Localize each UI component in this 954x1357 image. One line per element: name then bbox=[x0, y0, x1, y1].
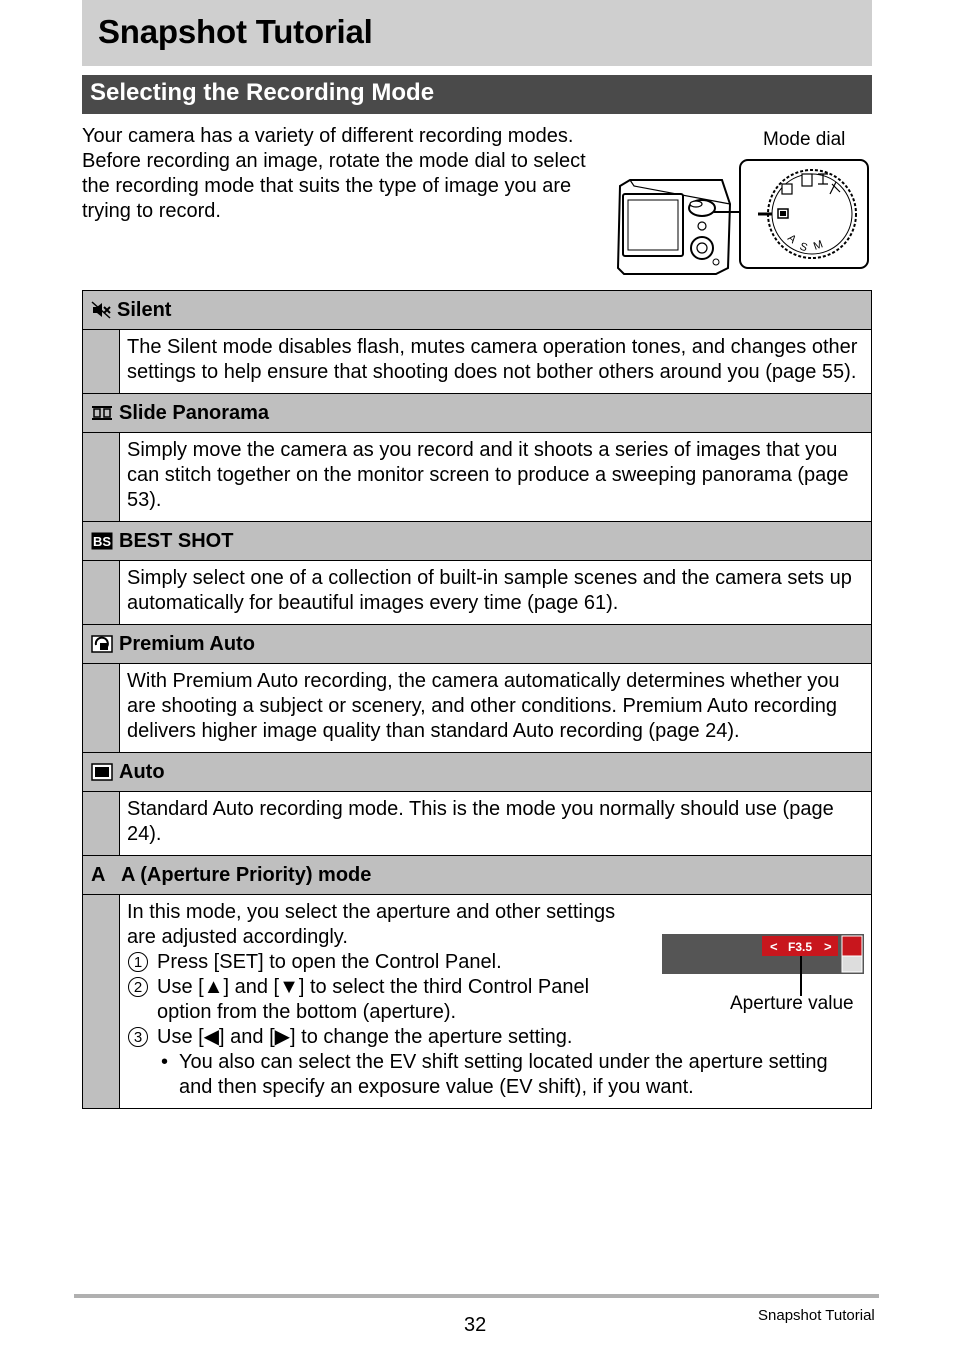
mode-title: BEST SHOT bbox=[119, 529, 234, 552]
page-title-bar bbox=[82, 0, 872, 66]
mode-dial-label: Mode dial bbox=[763, 129, 846, 150]
section-header-bar bbox=[82, 75, 872, 114]
aperture-value-text: F3.5 bbox=[787, 940, 813, 954]
step-3 bbox=[127, 1025, 863, 1050]
mode-title: Premium Auto bbox=[119, 632, 255, 655]
camera-mode-dial-illustration bbox=[612, 156, 872, 278]
step-number: 1 bbox=[128, 952, 148, 972]
mode-header-slide-panorama bbox=[83, 394, 872, 433]
mode-title: Silent bbox=[117, 298, 172, 321]
step-text: Press [SET] to open the Control Panel. bbox=[157, 951, 502, 973]
mode-header-best-shot bbox=[83, 522, 872, 561]
intro-paragraph: Your camera has a variety of different recording modes. Before recording an image, rotate the mode dial to select the recording mode that suits the type of image you are trying to record. bbox=[82, 125, 586, 222]
mode-description: Simply move the camera as you record and it shoots a series of images that you can stitch together on the monitor screen to produce a sweeping panorama (page 53). bbox=[120, 433, 872, 522]
step-text: Use [▲] and [▼] to select the third Control Panel option from the bottom (aperture). bbox=[157, 976, 590, 1023]
mode-description: The Silent mode disables flash, mutes camera operation tones, and changes other settings to help ensure that shooting does not bother others around you (page 55). bbox=[120, 330, 872, 394]
mode-dial-closeup bbox=[740, 160, 868, 268]
page-number: 32 bbox=[464, 1314, 487, 1336]
mode-row-auto bbox=[83, 792, 872, 856]
best-shot-icon-text: BS bbox=[92, 534, 112, 550]
mode-description: Standard Auto recording mode. This is the mode you normally should use (page 24). bbox=[120, 792, 872, 856]
mode-row-best-shot bbox=[83, 561, 872, 625]
mode-title: Auto bbox=[119, 760, 165, 783]
auto-mode-icon bbox=[91, 763, 113, 781]
step-number: 3 bbox=[128, 1027, 148, 1047]
mode-row-slide-panorama bbox=[83, 433, 872, 522]
mode-header-premium-auto bbox=[83, 625, 872, 664]
dial-letter-a: A bbox=[785, 232, 799, 247]
mode-description: With Premium Auto recording, the camera automatically determines whether you are shooting a subject or scenery, and other conditions. Premium Auto recording delivers higher image quality than standard Auto recording (page 24). bbox=[120, 664, 872, 753]
aperture-value-label: Aperture value bbox=[730, 993, 854, 1014]
svg-text:<: < bbox=[770, 939, 778, 954]
page-title: Snapshot Tutorial bbox=[98, 13, 373, 50]
footer-divider bbox=[74, 1294, 879, 1298]
dial-letter-m: M bbox=[811, 238, 825, 253]
mode-header-aperture-priority bbox=[83, 856, 872, 895]
step-text: Use [◀] and [▶] to change the aperture setting. bbox=[157, 1026, 573, 1048]
mode-title: A (Aperture Priority) mode bbox=[121, 863, 372, 886]
mode-header-auto bbox=[83, 753, 872, 792]
best-shot-icon bbox=[91, 532, 113, 550]
camera-body bbox=[618, 180, 730, 274]
mode-row-silent bbox=[83, 330, 872, 394]
note-bullet bbox=[127, 1050, 863, 1100]
mode-header-silent bbox=[83, 291, 872, 330]
svg-text:>: > bbox=[824, 939, 832, 954]
mode-row-premium-auto bbox=[83, 664, 872, 753]
footer-section-title: Snapshot Tutorial bbox=[758, 1307, 875, 1324]
silent-mode-icon bbox=[91, 301, 111, 319]
mode-title: Slide Panorama bbox=[119, 401, 270, 424]
section-title: Selecting the Recording Mode bbox=[90, 79, 435, 106]
aperture-intro: In this mode, you select the aperture and other settings are adjusted accordingly. bbox=[127, 901, 616, 948]
step-number: 2 bbox=[128, 977, 148, 997]
aperture-value-screenshot bbox=[662, 934, 864, 996]
slide-panorama-icon bbox=[91, 405, 113, 421]
note-text: You also can select the EV shift setting located under the aperture setting and then specify an exposure value (EV shift), if you want. bbox=[179, 1051, 828, 1098]
dial-letter-s: S bbox=[797, 240, 809, 255]
bullet-dot: • bbox=[161, 1051, 169, 1073]
aperture-mode-icon: A bbox=[91, 863, 106, 886]
premium-auto-icon bbox=[91, 635, 113, 653]
mode-description: Simply select one of a collection of built-in sample scenes and the camera sets up automatically for beautiful images every time (page 61). bbox=[120, 561, 872, 625]
